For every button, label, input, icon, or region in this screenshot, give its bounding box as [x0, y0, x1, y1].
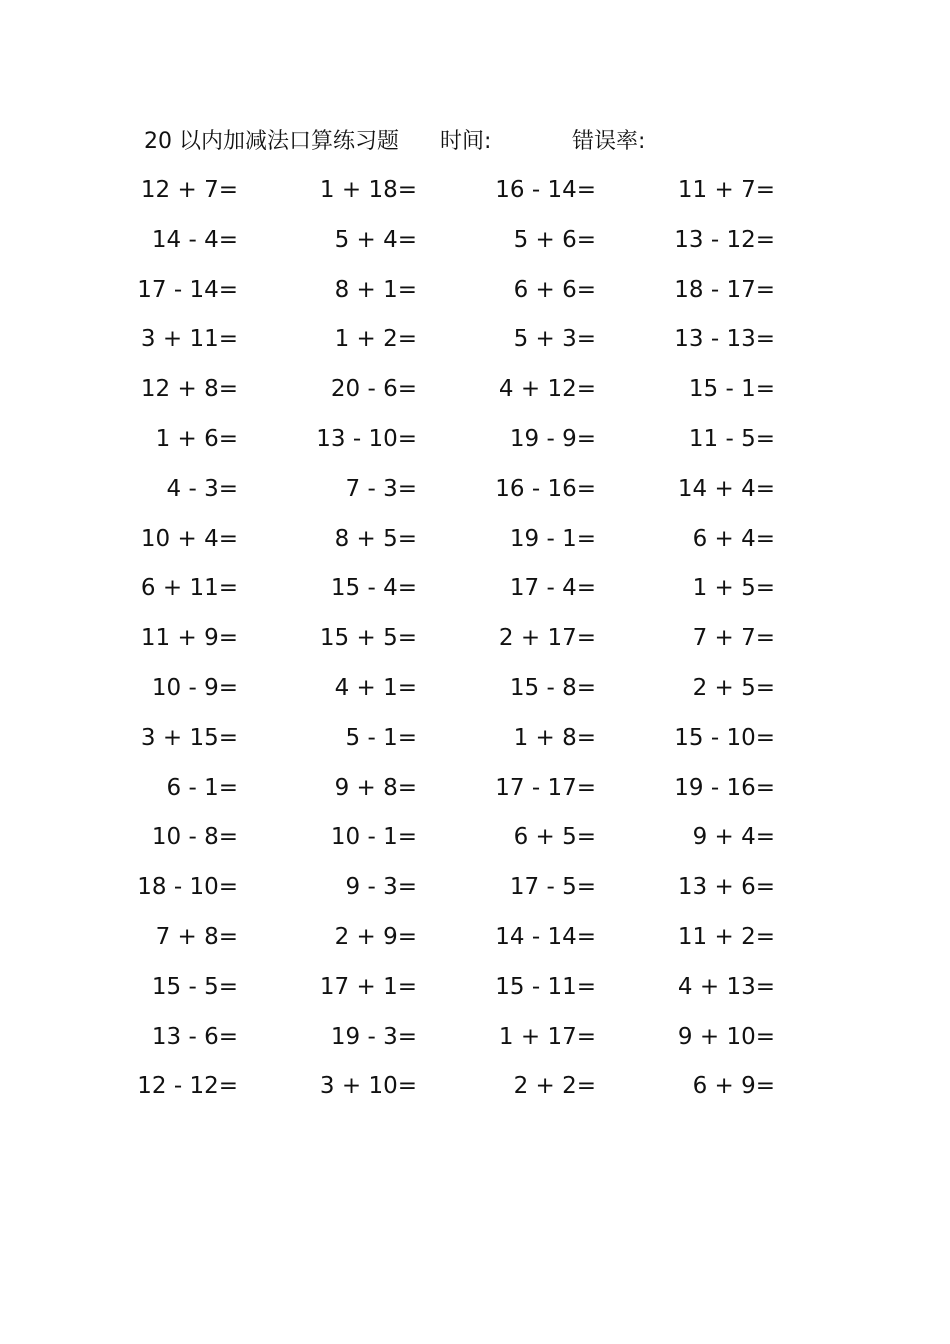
- problem-item: 12 + 8=: [140, 376, 238, 403]
- problem-item: 5 + 3=: [513, 326, 596, 353]
- problem-item: 2 + 2=: [513, 1073, 596, 1100]
- problem-item: 6 - 1=: [166, 774, 238, 801]
- problem-item: 15 + 5=: [319, 625, 417, 652]
- worksheet-title: 20 以内加减法口算练习题: [144, 129, 399, 154]
- problem-item: 16 - 14=: [495, 177, 596, 203]
- problem-item: 7 + 7=: [692, 625, 775, 652]
- problem-row: [0, 1013, 950, 1063]
- problem-item: 9 + 8=: [334, 774, 417, 801]
- problem-item: 9 - 3=: [345, 874, 417, 901]
- problem-item: 5 - 1=: [345, 724, 417, 751]
- problem-item: 14 - 14=: [495, 923, 596, 950]
- problem-item: 17 - 17=: [495, 774, 596, 801]
- problem-item: 15 - 5=: [151, 973, 238, 1000]
- problem-item: 17 + 1=: [319, 973, 417, 1000]
- problem-item: 9 + 4=: [692, 824, 775, 851]
- problem-item: 16 - 16=: [495, 475, 596, 502]
- problem-item: 8 + 1=: [334, 276, 417, 303]
- problem-row: [0, 365, 950, 415]
- problem-item: 1 + 17=: [498, 1023, 596, 1050]
- problem-item: 11 - 5=: [688, 425, 775, 452]
- problem-item: 17 - 5=: [509, 874, 596, 901]
- problem-item: 19 - 3=: [330, 1023, 417, 1050]
- problem-item: 9 + 10=: [677, 1023, 775, 1050]
- problem-item: 13 - 6=: [151, 1023, 238, 1050]
- problem-item: 6 + 9=: [692, 1073, 775, 1100]
- problem-item: 2 + 9=: [334, 923, 417, 950]
- problem-row: [0, 813, 950, 863]
- problem-item: 13 + 6=: [677, 874, 775, 901]
- problem-item: 13 - 12=: [674, 226, 775, 253]
- problem-row: [0, 714, 950, 764]
- problem-item: 1 + 8=: [513, 724, 596, 751]
- problem-item: 20 - 6=: [330, 376, 417, 403]
- problem-item: 17 - 4=: [509, 575, 596, 602]
- problem-item: 19 - 1=: [509, 525, 596, 552]
- problem-item: 15 - 8=: [509, 674, 596, 701]
- problem-row: [0, 465, 950, 515]
- problem-item: 15 - 11=: [495, 973, 596, 1000]
- problem-item: 10 - 1=: [330, 824, 417, 851]
- problem-item: 5 + 6=: [513, 226, 596, 253]
- problem-item: 12 + 7=: [140, 177, 238, 203]
- problem-row: [0, 963, 950, 1013]
- problem-item: 4 + 13=: [677, 973, 775, 1000]
- problem-row: [0, 515, 950, 565]
- problem-item: 10 - 9=: [151, 674, 238, 701]
- problem-item: 17 - 14=: [137, 276, 238, 303]
- problem-item: 7 - 3=: [345, 475, 417, 502]
- problem-row: [0, 764, 950, 814]
- problem-item: 1 + 6=: [155, 425, 238, 452]
- worksheet-header: [144, 124, 844, 160]
- problem-item: 7 + 8=: [155, 923, 238, 950]
- problem-item: 1 + 2=: [334, 326, 417, 353]
- problem-item: 3 + 15=: [140, 724, 238, 751]
- problem-item: 13 - 13=: [674, 326, 775, 353]
- time-label: 时间:: [440, 129, 492, 154]
- problem-item: 12 - 12=: [137, 1073, 238, 1100]
- problem-item: 18 - 17=: [674, 276, 775, 303]
- problem-row: [0, 266, 950, 316]
- problem-grid: [0, 166, 950, 1112]
- problem-item: 18 - 10=: [137, 874, 238, 901]
- problem-item: 2 + 17=: [498, 625, 596, 652]
- problem-row: [0, 913, 950, 963]
- problem-item: 15 - 1=: [688, 376, 775, 403]
- problem-item: 11 + 7=: [677, 177, 775, 203]
- error-rate-label: 错误率:: [572, 129, 646, 154]
- problem-row: [0, 315, 950, 365]
- problem-item: 10 + 4=: [140, 525, 238, 552]
- problem-item: 4 + 1=: [334, 674, 417, 701]
- problem-item: 1 + 5=: [692, 575, 775, 602]
- problem-item: 6 + 4=: [692, 525, 775, 552]
- problem-item: 14 + 4=: [677, 475, 775, 502]
- problem-row: [0, 664, 950, 714]
- problem-item: 6 + 5=: [513, 824, 596, 851]
- problem-row: [0, 614, 950, 664]
- problem-item: 8 + 5=: [334, 525, 417, 552]
- problem-item: 15 - 4=: [330, 575, 417, 602]
- problem-row: [0, 166, 950, 216]
- problem-item: 6 + 6=: [513, 276, 596, 303]
- problem-item: 15 - 10=: [674, 724, 775, 751]
- problem-item: 4 + 12=: [498, 376, 596, 403]
- problem-item: 14 - 4=: [151, 226, 238, 253]
- problem-item: 4 - 3=: [166, 475, 238, 502]
- problem-item: 2 + 5=: [692, 674, 775, 701]
- problem-item: 6 + 11=: [140, 575, 238, 602]
- problem-item: 5 + 4=: [334, 226, 417, 253]
- problem-row: [0, 216, 950, 266]
- problem-item: 11 + 2=: [677, 923, 775, 950]
- problem-item: 13 - 10=: [316, 425, 417, 452]
- problem-row: [0, 564, 950, 614]
- problem-row: [0, 863, 950, 913]
- problem-item: 11 + 9=: [140, 625, 238, 652]
- problem-row: [0, 1062, 950, 1112]
- problem-item: 1 + 18=: [319, 177, 417, 203]
- problem-item: 10 - 8=: [151, 824, 238, 851]
- problem-item: 3 + 11=: [140, 326, 238, 353]
- problem-row: [0, 415, 950, 465]
- problem-item: 19 - 16=: [674, 774, 775, 801]
- problem-item: 19 - 9=: [509, 425, 596, 452]
- problem-item: 3 + 10=: [319, 1073, 417, 1100]
